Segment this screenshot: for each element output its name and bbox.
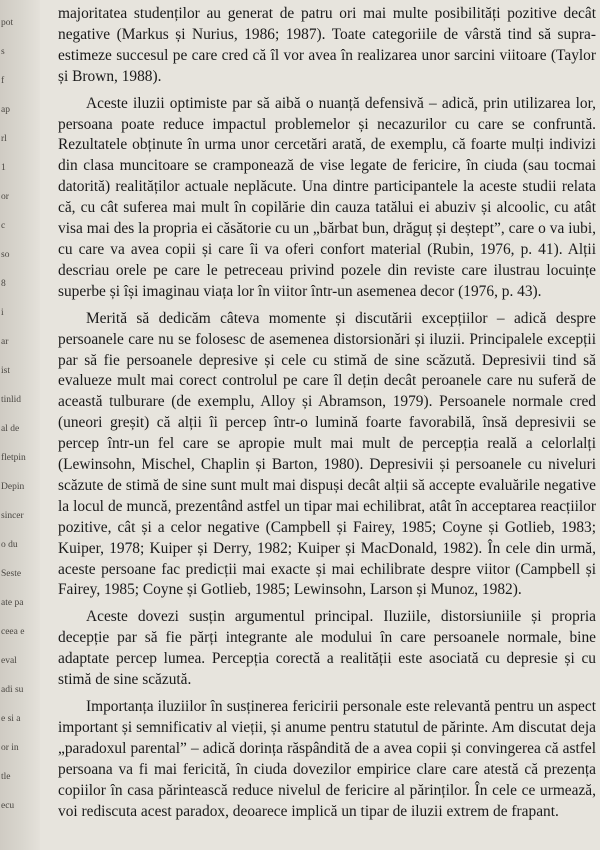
gutter-fragment: ecu [1,801,15,811]
text-line: reduce nivelul de fericire al părinților. În cele ce urmează, voi rediscuta acest [58,781,596,820]
gutter-fragment: al de [1,424,20,434]
text-line: asociată cu depresie și cu stimă de sine scăzută. [58,650,596,689]
gutter-fragment: or [1,192,9,202]
text-line: copilărie din cauza tatălui ei abuziv și alcoolic, cu atât visa mai des la propria [58,199,596,238]
gutter-fragment: sincer [1,511,24,521]
text-line: Chaplin și Barton, 1980). Depresivii și persoanele cu niveluri scăzute de stimă [58,456,596,494]
text-line: utilizarea lor, persoana poate reduce impactul problemelor și necazurilor [58,94,596,133]
facing-page-text-fragments [0,0,40,850]
paragraph [58,697,596,822]
gutter-fragment: c [1,221,6,231]
text-line: Abramson, 1979). Persoanele normale cred (uneori greșit) că alții îi percep [58,393,596,432]
text-line: decât peroanele care nu suferă de această tulburare (de exemplu, Alloy și [58,372,596,411]
text-line: Aceste iluzii optimiste par să aibă o nuanță defensivă – adică, prin [86,94,509,112]
text-line: paradox, deoarece implică un tipar de iluzii extrem de frapant. [175,802,559,820]
gutter-fragment: adi su [1,685,24,695]
paragraph [58,607,596,691]
gutter-fragment: fletpin [1,453,26,463]
text-line: exemplu, că foarte mulți indivizi din clasa muncitoare se cramponează de vise [58,136,596,175]
gutter-fragment: f [1,76,5,86]
text-line: de a avea copii și convingerea că astfel persoana va fi mai fericită, în ciuda [58,739,596,778]
text-line: avea copii și care îi va oferi confort material (Rubin, 1976, p. 41). Alții descriau [58,240,596,279]
gutter-fragment: 8 [1,279,6,289]
gutter-fragment: so [1,250,10,260]
gutter-fragment: ap [1,105,10,115]
gutter-fragment: tle [1,772,11,782]
text-line: pentru un aspect important și semnificativ al vieții, și anume pentru statutul [58,698,596,736]
book-page-text [58,4,596,822]
gutter-fragment: pot [1,18,14,28]
text-line: de sine sunt mult mai dispuși decât alții să accepte evaluările negative la [58,476,596,515]
text-line: apropie mult mai mult de percepția reală a celorlalți (Lewinsohn, Mischel, [58,435,596,474]
gutter-fragment: rl [1,134,7,144]
gutter-fragment: ist [1,366,10,376]
gutter-fragment: or in [1,743,19,753]
text-line: cu care se confruntă. Rezultatele obținute în urma unor cercetări arată, de [58,115,596,154]
text-line: Aceste dovezi susțin argumentul principal. Iluziile, distorsiuniile și [86,608,542,626]
text-line: decât negative (Markus și Nurius, 1986; 1987). Toate categoriile de vârstă [58,5,596,43]
text-line: dovezilor empirice clare care atestă că prezența copiilor în casa părintească [58,760,596,799]
text-line: de părinte. Am discutat deja „paradoxul parental” – adică dorința răspândită [58,718,596,757]
gutter-fragment: ate pa [1,598,24,608]
text-line: propria decepție par să fie părți integrante ale modului în care persoanele [58,608,596,647]
paragraph [58,4,596,88]
gutter-fragment: Seste [1,569,22,579]
gutter-fragment: ar [1,337,9,347]
gutter-fragment: tinlid [1,395,22,405]
gutter-fragment: e si a [1,714,21,724]
text-line: Larson și Munoz, 1982). [369,581,522,599]
text-line: Principalele excepții par să fie persoanele depresive și cele cu stimă de sine [58,330,596,369]
gutter-fragment: o du [1,540,18,550]
text-line: despre viitor (Campbell și Fairey, 1985; Coyne și Gotlieb, 1985; Lewinsohn, [58,560,597,599]
gutter-fragment: 1 [1,163,6,173]
text-line: majoritatea studenților au generat de patru ori mai multe posibilități pozitive [58,5,557,22]
text-line: despre persoanele care nu se folosesc de asemenea distorsionări și iluzii. [58,309,596,348]
text-line: Una dintre participantele la aceste studii relata că, cu cât suferea mai mult în [58,178,596,217]
text-line: Gotlieb, 1983; Kuiper, 1978; Kuiper și Derry, 1982; Kuiper și MacDonald, 1982). [58,518,596,557]
text-line: În cele din urmă, aceste persoane fac predicții mai exacte și mai echilibrate [58,539,596,578]
gutter-fragment: s [1,47,5,57]
text-line: scăzută. Depresivii tind să evalueze mult mai corect controlul pe care îl dețin [58,351,596,390]
gutter-fragment: eval [1,656,17,666]
text-line: tind să supra-estimeze succesul pe care cred că îl vor avea în realizarea unor [58,25,596,64]
text-line: superbe și își imaginau viața lor în viitor într-un asemenea decor (1976, p. 43). [58,282,542,300]
text-line: legate de fericire, în ciuda (sau tocmai datorită) realităților actuale neplăcute. [58,157,596,196]
gutter-fragment: ceea e [1,627,25,637]
text-line: normale, bine adaptate percep lumea. Percepția corectă a realității este [58,629,596,668]
text-line: Merită să dedicăm câteva momente și discutării excepțiilor – adică [86,309,547,327]
text-line: ei căsătorie cu un „bărbat bun, drăguț și deștept”, care o va iubi, cu care va [58,220,596,258]
text-line: într-o lumină foarte favorabilă, însă depresivii se percep într-un fel care se [58,414,596,453]
text-line: orele pe care le petreceau privind pozele din reviste care ilustrau locuințe [115,261,596,279]
paragraph [58,94,596,303]
paragraph [58,309,596,602]
text-line: sarcini viitoare (Taylor și Brown, 1988). [58,46,596,85]
text-line: reacțiilor pozitive, cât și a celor negative (Campbell și Fairey, 1985; Coyne și [58,497,596,536]
text-line: Importanța iluziilor în susținerea fericirii personale este relevantă [86,698,491,715]
gutter-fragment: i [1,308,4,318]
gutter-fragment: Depin [1,482,25,492]
text-line: locul de muncă, prezentând astfel un tipar mai echilibrat, atât în acceptarea [73,497,537,515]
